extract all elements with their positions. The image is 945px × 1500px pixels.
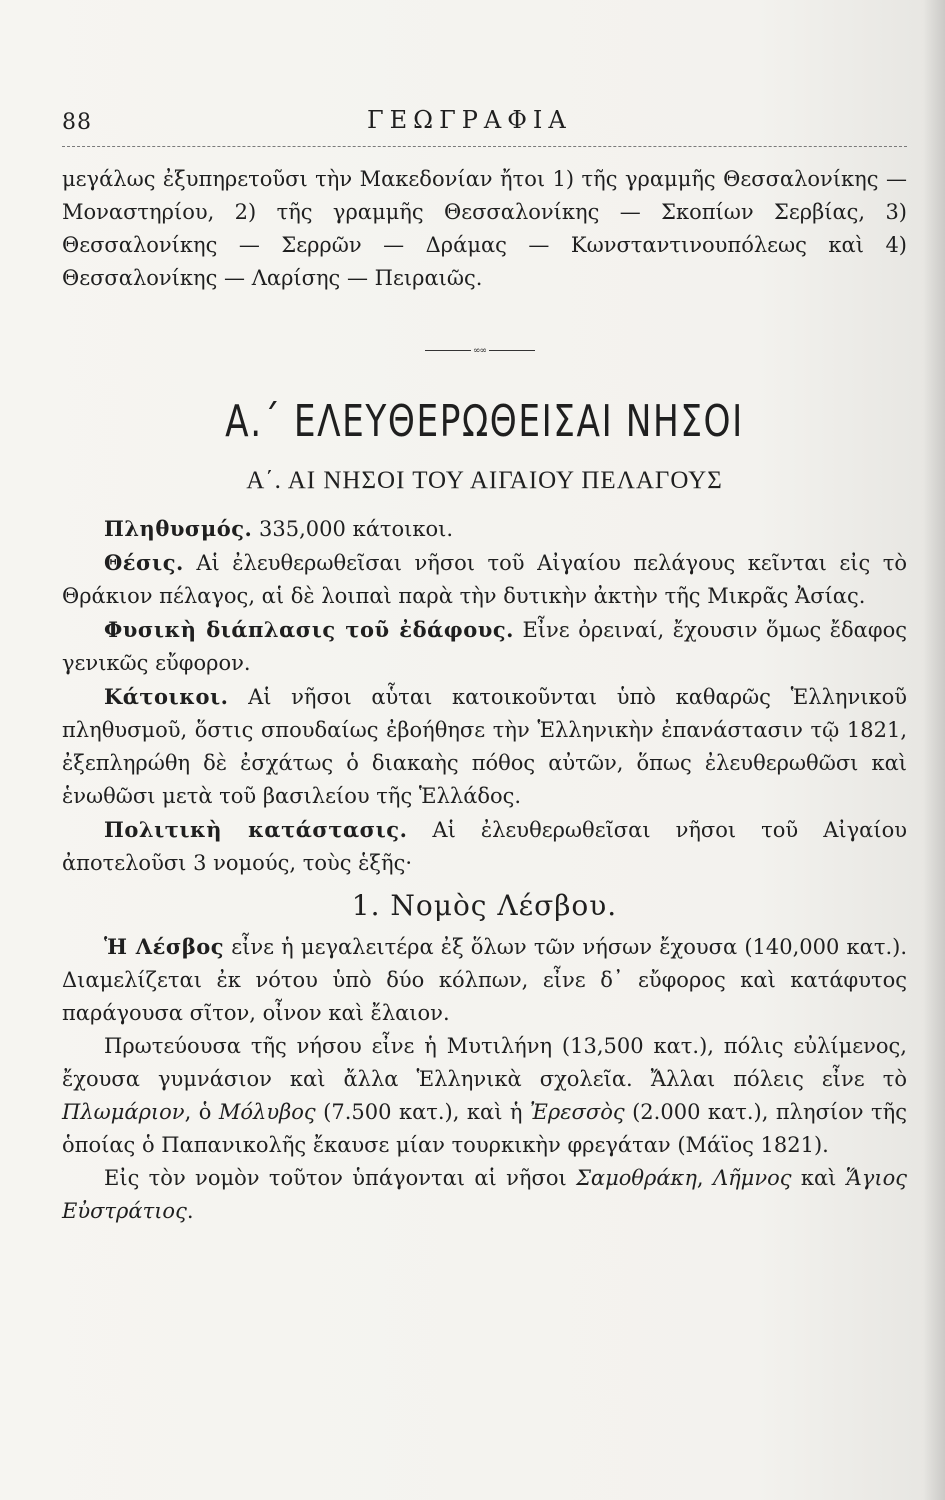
intro-block (62, 163, 907, 295)
molyvos-name: Μόλυβος (218, 1100, 316, 1124)
population-label: Πληθυσμός. (104, 516, 253, 541)
islands-text-2: , (696, 1166, 713, 1190)
inhabitants-paragraph (62, 680, 907, 813)
terrain-text: Εἶνε ὀρειναί, ἔχουσιν ὅμως ἔδαφος γενικῶς εὔφορον. (62, 618, 907, 675)
intro-paragraph: μεγάλως ἐξυπηρετοῦσι τὴν Μακεδονίαν ἤτοι 1) τῆς γραμμῆς Θεσσαλονίκης — Μοναστηρίου, 2) τῆς γραμμῆς Θεσσαλονίκης — Σκοπίων Σερβίας, 3) Θεσσαλονίκης — Σερρῶν — Δράμας — Κωνσταντινουπόλεως καὶ 4) Θεσσαλονίκης — Λαρίσης — Πειραιῶς. (62, 167, 907, 290)
inhabitants-text: Αἱ νῆσοι αὗται κατοικοῦνται ὑπὸ καθαρῶς Ἑλληνικοῦ πληθυσμοῦ, ὅστις σπουδαίως ἐβοήθησε τὴν Ἑλληνικὴν ἐπανάστασιν τῷ 1821, ἐξεπληρώθη δὲ ἐσχάτως ὁ διακαὴς πόθος αὐτῶν, ὅπως ἐλευθερωθῶσι καὶ ἑνωθῶσι μετὰ τοῦ βασιλείου τῆς Ἑλλάδος. (62, 685, 907, 808)
islands-paragraph (62, 1162, 907, 1228)
population-text: 335,000 κάτοικοι. (252, 517, 454, 541)
islands-text-1: Εἰς τὸν νομὸν τοῦτον ὑπάγονται αἱ νῆσοι (104, 1166, 577, 1190)
eressos-name: Ἐρεσσὸς (530, 1100, 625, 1124)
islands-text-3: καὶ (791, 1166, 846, 1190)
inhabitants-label: Κάτοικοι. (104, 684, 229, 709)
lesvos-label: Ἡ Λέσβος (104, 934, 225, 959)
terrain-label: Φυσικὴ διάπλασις τοῦ ἐδάφους. (104, 617, 514, 642)
capital-text-4: (2.000 κατ.), πλησίον τῆς ὁποίας ὁ Παπανικολῆς ἔκαυσε μίαν τουρκικὴν φρεγάταν (Μάϊος 1821). (62, 1100, 907, 1157)
lesvos-text: εἶνε ἡ μεγαλειτέρα ἐξ ὅλων τῶν νήσων ἔχουσα (140,000 κατ.). Διαμελίζεται ἐκ νότου ὑπὸ δύο κόλπων, εἶνε δ᾽ εὔφορος καὶ κατάφυτος παράγουσα σῖτον, οἶνον καὶ ἔλαιον. (62, 935, 907, 1025)
position-paragraph (62, 546, 907, 613)
running-title: ΓΕΩΓΡΑΦΙΑ (367, 106, 572, 134)
page-header (62, 100, 907, 140)
section-ornament (425, 346, 535, 356)
ornament-line-left (425, 350, 471, 351)
header-rule (62, 146, 907, 147)
body-text (62, 512, 907, 1228)
capital-text-1: Πρωτεύουσα τῆς νήσου εἶνε ἡ Μυτιλήνη (13,500 κατ.), πόλις εὐλίμενος, ἔχουσα γυμνάσιον καὶ ἄλλα Ἑλληνικὰ σχολεῖα. Ἄλλαι πόλεις εἶνε τὸ (62, 1034, 907, 1091)
plomarion-name: Πλωμάριον (62, 1100, 185, 1124)
capital-paragraph (62, 1030, 907, 1162)
political-text: Αἱ ἐλευθερωθεῖσαι νῆσοι τοῦ Αἰγαίου ἀποτελοῦσι 3 νομούς, τοὺς ἑξῆς· (62, 818, 907, 875)
position-text: Αἱ ἐλευθερωθεῖσαι νῆσοι τοῦ Αἰγαίου πελάγους κεῖνται εἰς τὸ Θράκιον πέλαγος, αἱ δὲ λοιπαὶ παρὰ τὴν δυτικὴν ἀκτὴν τῆς Μικρᾶς Ἀσίας. (62, 551, 907, 608)
limnos-name: Λῆμνος (712, 1166, 792, 1190)
samothraki-name: Σαμοθράκη (576, 1166, 697, 1190)
page-number: 88 (62, 110, 92, 135)
population-paragraph (62, 512, 907, 546)
political-label: Πολιτικὴ κατάστασις. (104, 817, 408, 842)
capital-text-2: , ὁ (184, 1100, 219, 1124)
position-label: Θέσις. (104, 550, 184, 575)
capital-text-3: (7.500 κατ.), καὶ ἡ (315, 1100, 531, 1124)
page-gutter-shadow (923, 0, 945, 1500)
ornament-line-right (489, 350, 535, 351)
chapter-heading: Α.΄ ΕΛΕΥΘΕΡΩΘΕΙΣΑΙ ΝΗΣΟΙ (225, 396, 744, 447)
agios-efstratios-name: Ἅγιος Εὐστράτιος (62, 1166, 907, 1223)
islands-text-4: . (186, 1199, 194, 1223)
ornament-knot: ∞∞ (473, 346, 486, 356)
lesvos-paragraph (62, 930, 907, 1030)
political-paragraph (62, 813, 907, 880)
terrain-paragraph (62, 613, 907, 680)
prefecture-heading: 1. Νομὸς Λέσβου. (351, 889, 618, 922)
subchapter-heading: Α΄. ΑΙ ΝΗΣΟΙ ΤΟΥ ΑΙΓΑΙΟΥ ΠΕΛΑΓΟΥΣ (246, 467, 723, 494)
